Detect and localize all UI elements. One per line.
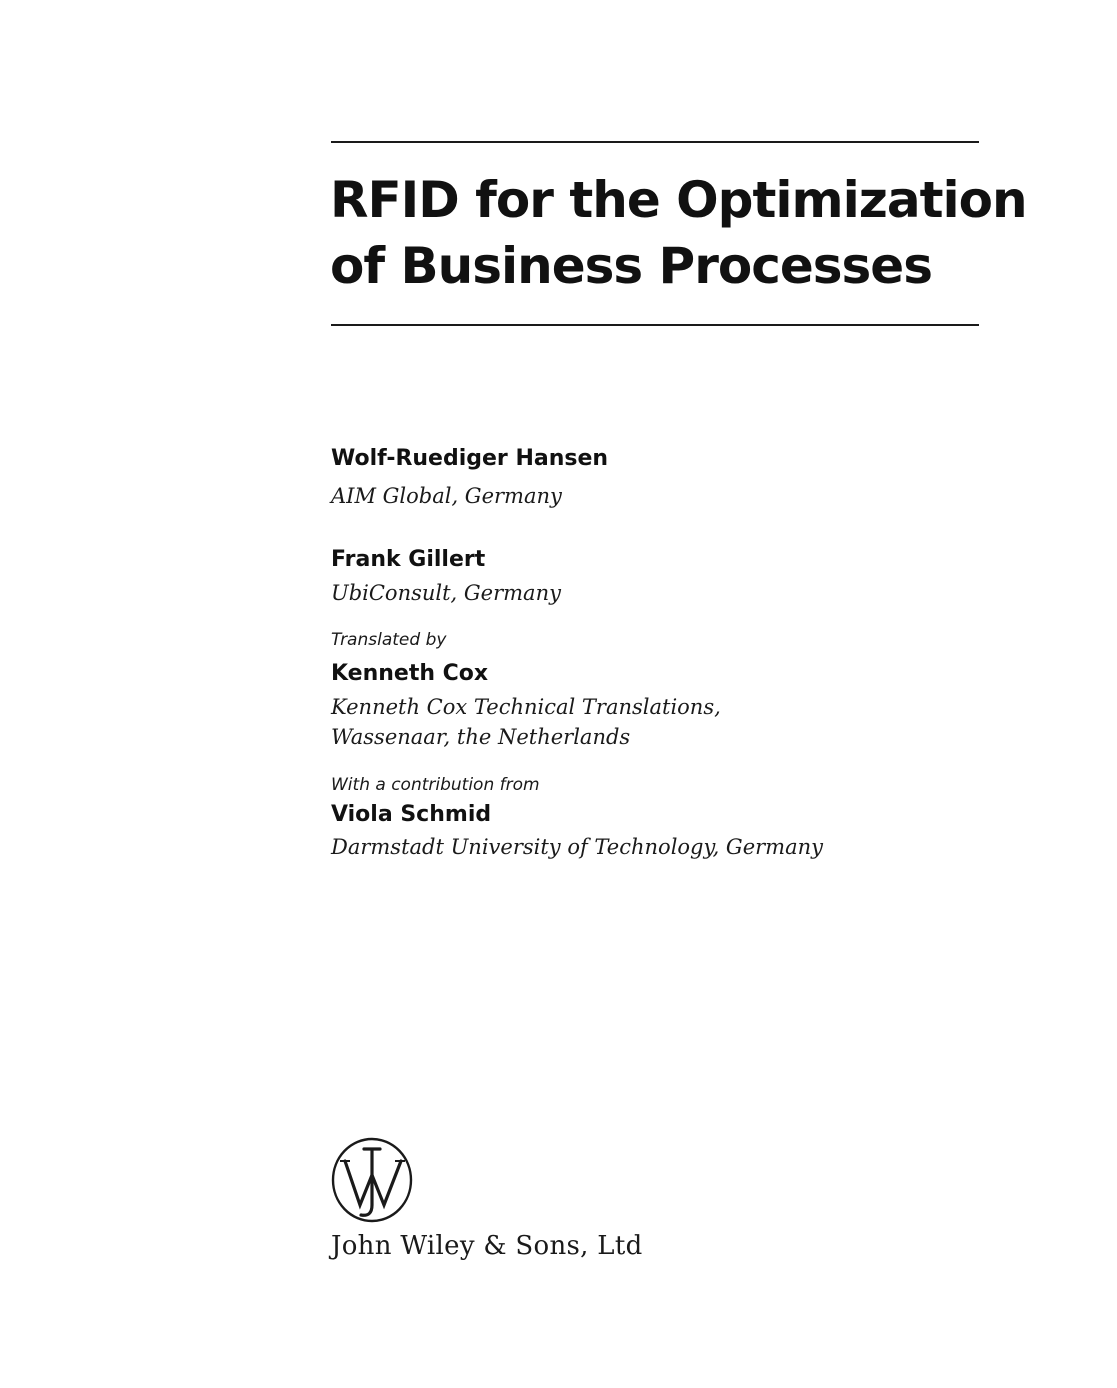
- contribution-label: With a contribution from: [331, 775, 540, 795]
- contributor-name: Viola Schmid: [331, 802, 492, 827]
- author-affiliation: UbiConsult, Germany: [331, 581, 561, 605]
- translator-affiliation-line-1: Kenneth Cox Technical Translations,: [331, 695, 721, 719]
- translated-by-label: Translated by: [331, 630, 447, 650]
- contributor-block: [331, 772, 823, 862]
- author-affiliation: AIM Global, Germany: [331, 484, 562, 508]
- wiley-logo-icon: [331, 1135, 415, 1225]
- translator-affiliation-line-2: Wassenaar, the Netherlands: [331, 725, 631, 749]
- title-line-1: RFID for the Optimization: [330, 171, 1027, 229]
- book-title: [330, 167, 1027, 299]
- bottom-rule: [331, 324, 979, 326]
- author-name: Wolf-Ruediger Hansen: [331, 446, 609, 471]
- publisher-name: John Wiley & Sons, Ltd: [331, 1231, 643, 1261]
- author-name: Frank Gillert: [331, 547, 486, 572]
- top-rule: [331, 141, 979, 143]
- contributor-affiliation: Darmstadt University of Technology, Germany: [331, 835, 823, 859]
- translator-name: Kenneth Cox: [331, 661, 489, 686]
- author-block: [331, 444, 608, 511]
- translator-block: [331, 627, 721, 752]
- author-block: [331, 545, 561, 608]
- title-line-2: of Business Processes: [330, 237, 932, 295]
